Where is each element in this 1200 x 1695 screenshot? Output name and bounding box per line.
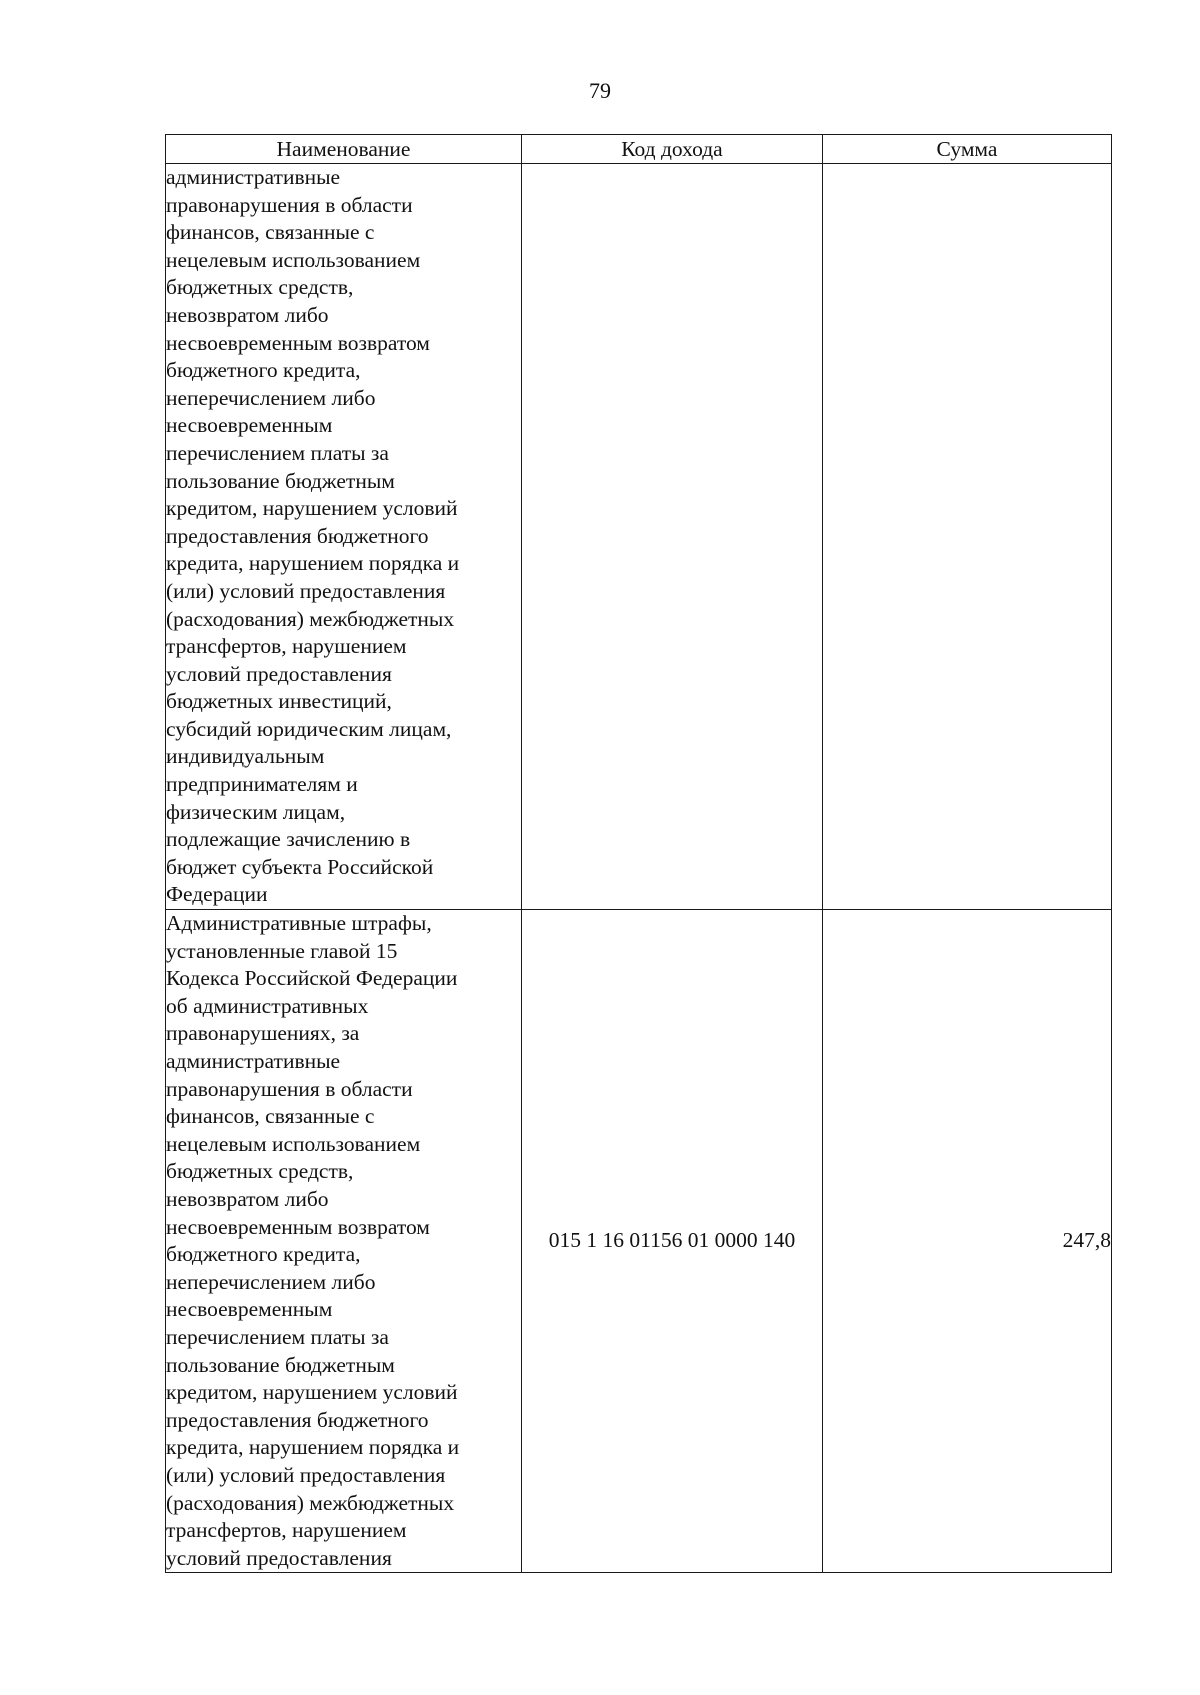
name-line: (расходования) межбюджетных: [166, 1490, 455, 1515]
name-line: нецелевым использованием: [166, 247, 421, 272]
header-sum: Сумма: [823, 135, 1112, 164]
name-line: кредитом, нарушением условий: [166, 1380, 458, 1405]
table-header-row: [166, 135, 1112, 164]
name-line: административные: [166, 1049, 341, 1073]
name-line: условий предоставления: [166, 1545, 392, 1570]
cell-income-code: [522, 164, 823, 910]
name-line: несвоевременным: [166, 413, 333, 438]
name-line: Федерации: [166, 882, 268, 907]
name-line: невозвратом либо: [166, 302, 329, 327]
name-line: правонарушениях, за: [166, 1021, 360, 1046]
table-row: [166, 910, 1112, 1573]
name-line: финансов, связанные с: [166, 1104, 375, 1129]
cell-income-code: 015 1 16 01156 01 0000 140: [522, 910, 823, 1573]
name-line: бюджетных средств,: [166, 1159, 354, 1184]
name-line: условий предоставления: [166, 661, 392, 686]
name-line: субсидий юридическим лицам,: [166, 716, 452, 741]
name-line: правонарушения в области: [166, 192, 413, 217]
name-line: предоставления бюджетного: [166, 1407, 429, 1432]
name-line: (расходования) межбюджетных: [166, 606, 455, 631]
cell-sum: 247,8: [823, 910, 1112, 1573]
name-line: несвоевременным возвратом: [166, 1214, 430, 1239]
name-line: пользование бюджетным: [166, 1352, 395, 1377]
name-line: правонарушения в области: [166, 1076, 413, 1101]
name-line: невозвратом либо: [166, 1186, 329, 1211]
name-line: трансфертов, нарушением: [166, 634, 407, 659]
name-line: кредита, нарушением порядка и: [166, 1435, 460, 1460]
name-line: трансфертов, нарушением: [166, 1518, 407, 1543]
name-line: предоставления бюджетного: [166, 523, 429, 548]
name-line: пользование бюджетным: [166, 468, 395, 493]
name-line: физическим лицам,: [166, 799, 346, 824]
name-line: (или) условий предоставления: [166, 578, 446, 603]
name-line: подлежащие зачислению в: [166, 827, 411, 852]
name-line: (или) условий предоставления: [166, 1462, 446, 1487]
name-line: бюджетного кредита,: [166, 1242, 361, 1267]
name-line: бюджетных инвестиций,: [166, 689, 392, 714]
cell-sum: [823, 164, 1112, 910]
table-row: [166, 164, 1112, 910]
name-line: неперечислением либо: [166, 385, 376, 410]
name-line: нецелевым использованием: [166, 1131, 421, 1156]
name-line: Кодекса Российской Федерации: [166, 966, 458, 991]
revenue-table: [165, 134, 1112, 1573]
name-line: финансов, связанные с: [166, 220, 375, 245]
name-line: неперечислением либо: [166, 1269, 376, 1294]
name-line: несвоевременным возвратом: [166, 330, 430, 355]
name-line: об административных: [166, 993, 369, 1018]
name-line: индивидуальным: [166, 744, 325, 769]
name-line: кредита, нарушением порядка и: [166, 551, 460, 576]
cell-name: [166, 910, 522, 1573]
name-line: кредитом, нарушением условий: [166, 496, 458, 521]
cell-name: [166, 164, 522, 910]
name-line: несвоевременным: [166, 1297, 333, 1322]
header-income-code: Код дохода: [522, 135, 823, 164]
name-line: предпринимателям и: [166, 772, 358, 797]
header-name: Наименование: [166, 135, 522, 164]
page-number: 79: [589, 78, 611, 103]
name-line: бюджет субъекта Российской: [166, 854, 434, 879]
name-line: перечислением платы за: [166, 1324, 389, 1349]
name-line: административные: [166, 165, 341, 189]
name-line: Административные штрафы,: [166, 911, 432, 936]
name-line: перечислением платы за: [166, 440, 389, 465]
name-line: бюджетных средств,: [166, 275, 354, 300]
name-line: установленные главой 15: [166, 938, 398, 963]
name-line: бюджетного кредита,: [166, 358, 361, 383]
